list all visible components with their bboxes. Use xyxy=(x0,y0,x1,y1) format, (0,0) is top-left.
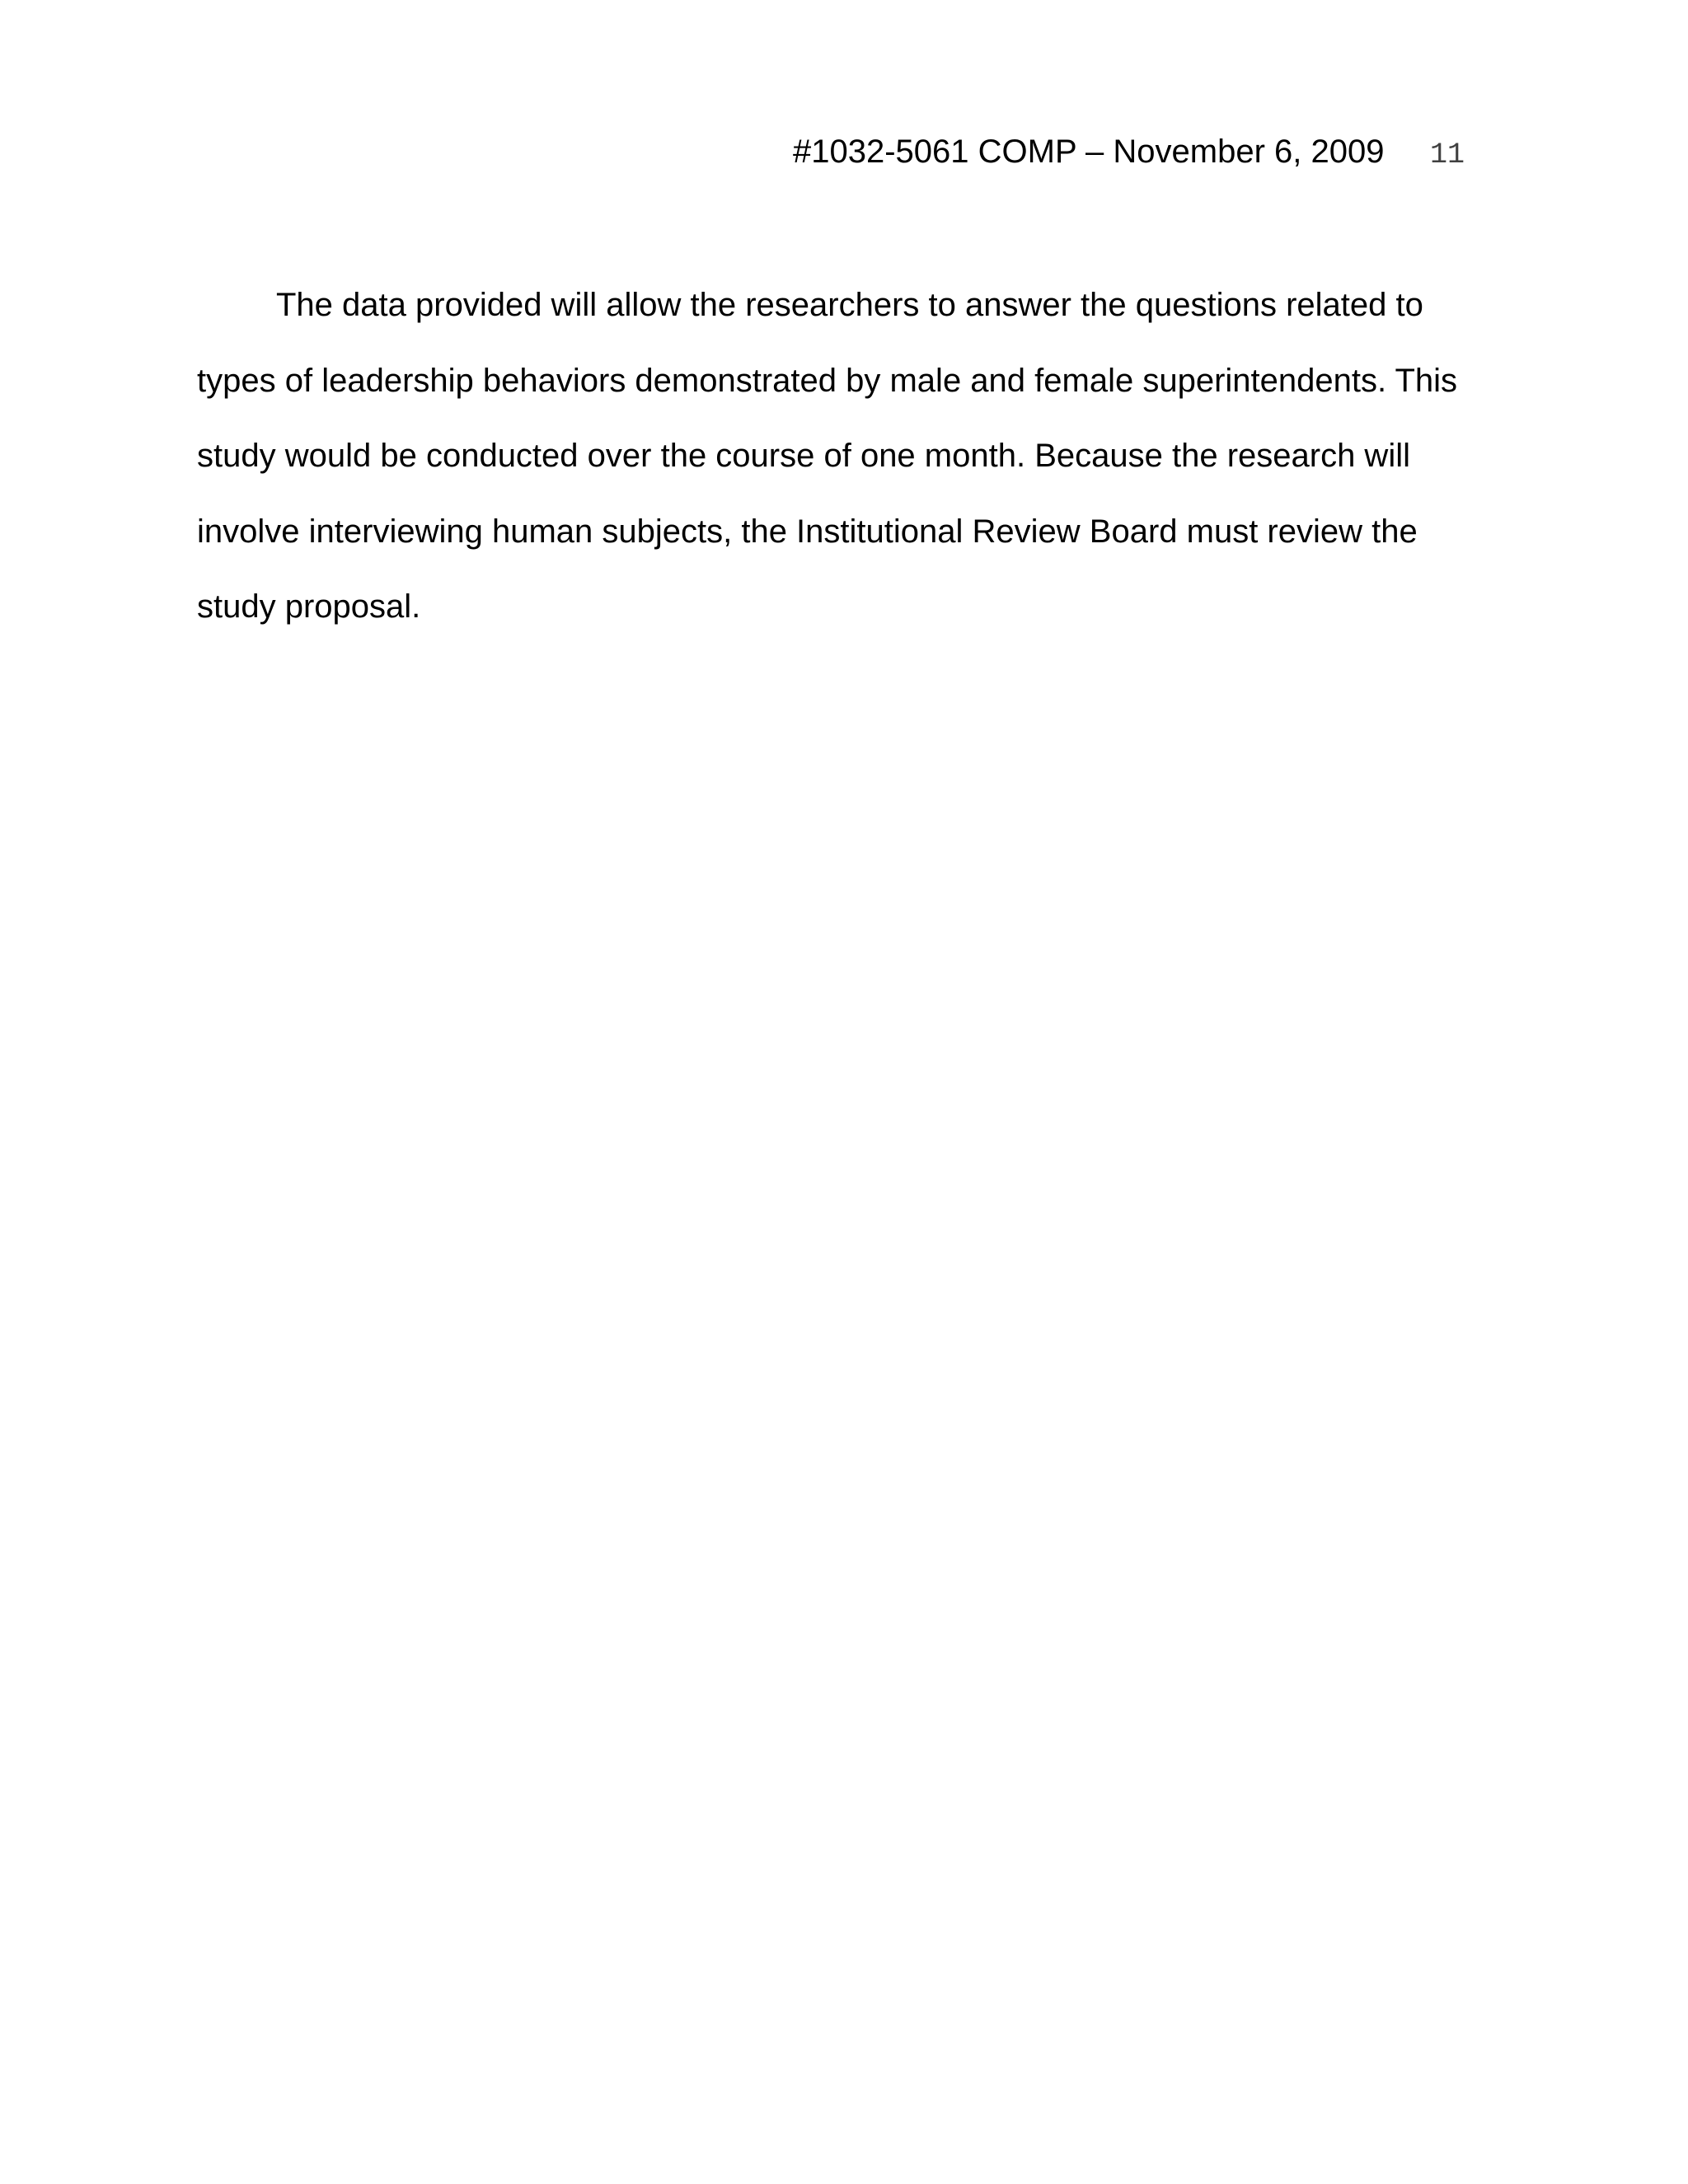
page-number: 11 xyxy=(1430,138,1465,171)
body-paragraph: The data provided will allow the researchers to answer the questions related to types of leadership behaviors demonstrated by male and female superintendents. This study would be conducted over the course of one month. Because the research will involve interviewing human subjects, the Institutional Review Board must review the study proposal. xyxy=(197,287,1458,625)
running-head: #1032-5061 COMP – November 6, 2009 xyxy=(793,134,1385,170)
